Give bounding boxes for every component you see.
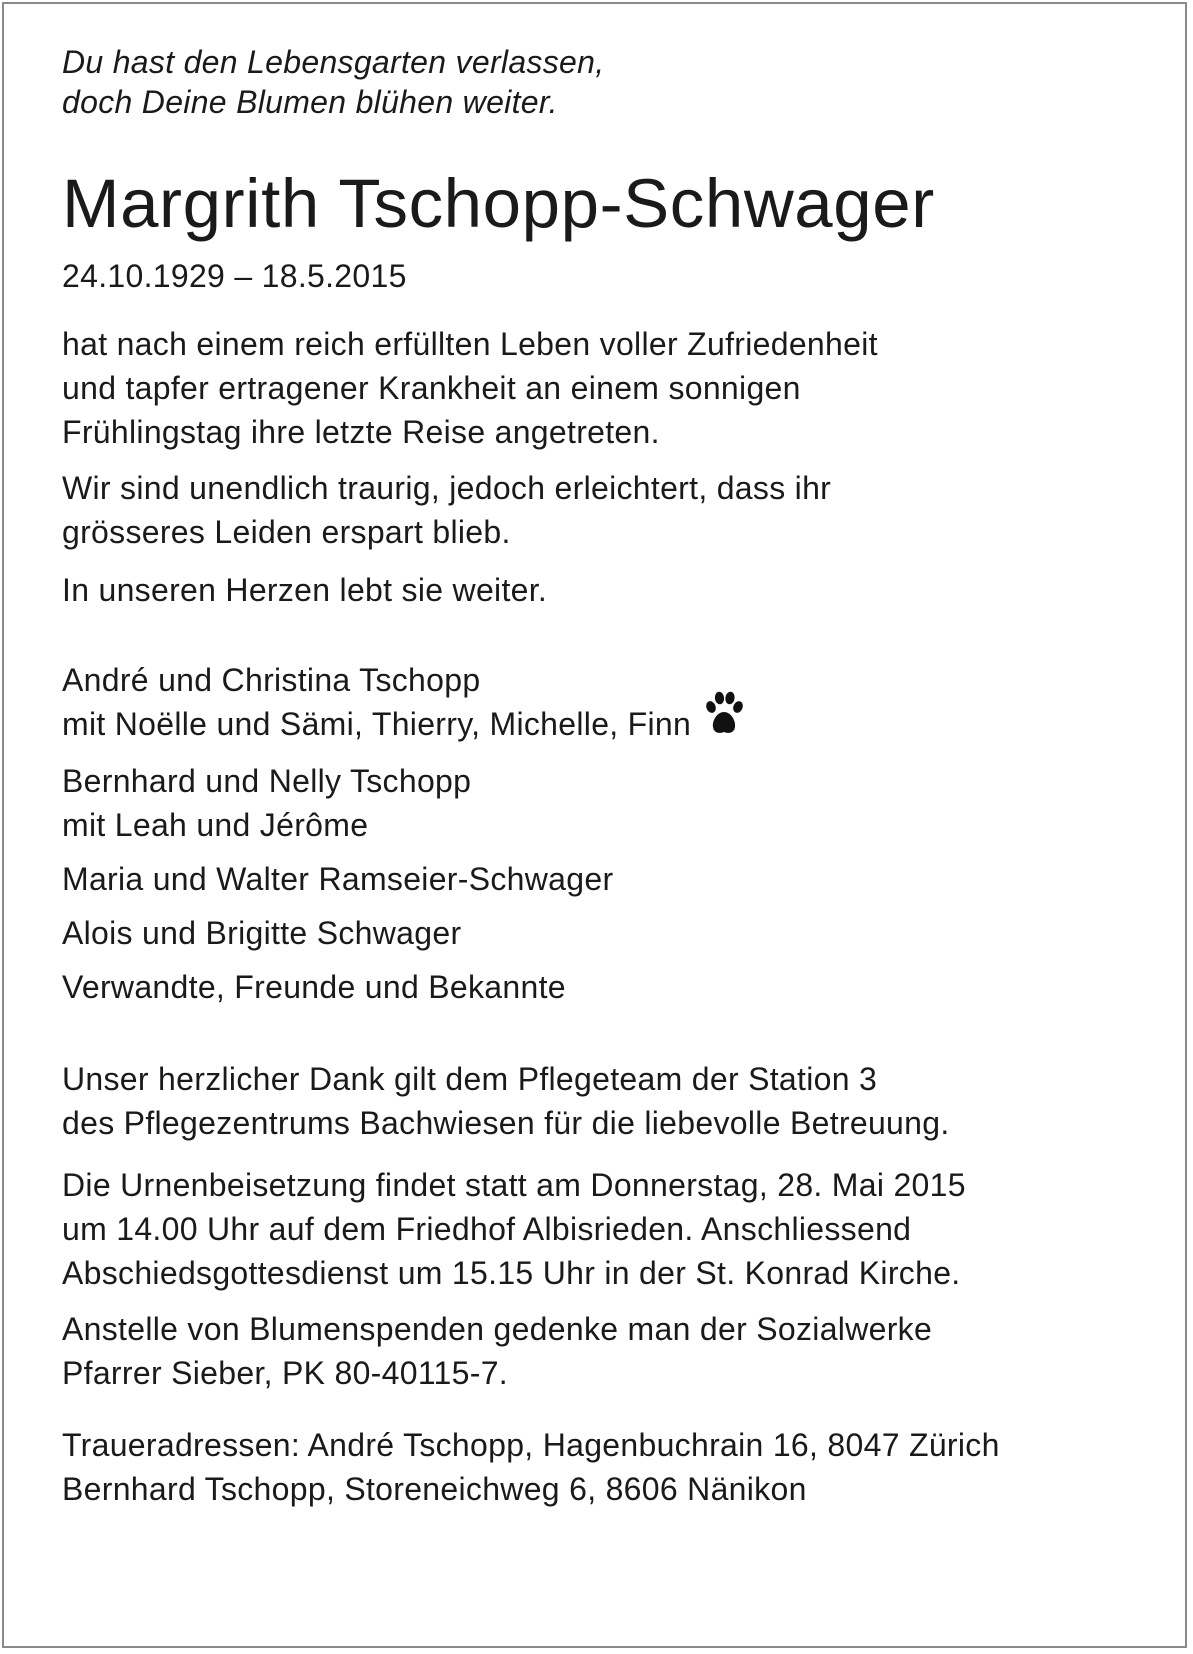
text-line: Pfarrer Sieber, PK 80-40115-7. <box>62 1355 508 1392</box>
text-line: Frühlingstag ihre letzte Reise angetreten. <box>62 414 660 450</box>
motto-line: doch Deine Blumen blühen weiter. <box>62 84 558 120</box>
text-line: hat nach einem reich erfüllten Leben voller Zufriedenheit <box>62 326 878 362</box>
text-line: Unser herzlicher Dank gilt dem Pflegeteam der Station 3 <box>62 1061 878 1098</box>
text-line: Bernhard Tschopp, Storeneichweg 6, 8606 Nänikon <box>62 1471 807 1508</box>
family-group-relatives: Verwandte, Freunde und Bekannte <box>62 969 566 1006</box>
text-line: Anstelle von Blumenspenden gedenke man der Sozialwerke <box>62 1311 933 1348</box>
paragraph-hearts: In unseren Herzen lebt sie weiter. <box>62 572 548 608</box>
text-line: grösseres Leiden erspart blieb. <box>62 514 511 550</box>
family-group-andre <box>62 658 1172 749</box>
family-line <box>62 702 1172 749</box>
obituary-content <box>62 42 1172 1511</box>
paragraph-grief <box>62 466 1172 554</box>
family-line: André und Christina Tschopp <box>62 662 481 698</box>
paragraph-life <box>62 322 1172 454</box>
text-line: des Pflegezentrums Bachwiesen für die liebevolle Betreuung. <box>62 1105 950 1142</box>
paragraph-thanks <box>62 1057 1172 1145</box>
text-line: Wir sind unendlich traurig, jedoch erleichtert, dass ihr <box>62 470 832 506</box>
family-group-bernhard <box>62 759 1172 847</box>
text-line: und tapfer ertragener Krankheit an einem sonnigen <box>62 370 801 406</box>
paw-print-icon <box>703 690 745 749</box>
text-line: Abschiedsgottesdienst um 15.15 Uhr in der St. Konrad Kirche. <box>62 1255 961 1292</box>
motto-line: Du hast den Lebensgarten verlassen, <box>62 44 605 80</box>
paragraph-addresses <box>62 1423 1172 1511</box>
paragraph-donations <box>62 1307 1172 1395</box>
motto <box>62 42 1172 122</box>
deceased-name: Margrith Tschopp-Schwager <box>62 165 935 242</box>
family-line: mit Leah und Jérôme <box>62 807 369 844</box>
paragraph-funeral <box>62 1163 1172 1295</box>
life-dates: 24.10.1929 – 18.5.2015 <box>62 258 407 294</box>
family-group-alois: Alois und Brigitte Schwager <box>62 915 462 952</box>
text-line: Traueradressen: André Tschopp, Hagenbuchrain 16, 8047 Zürich <box>62 1427 1000 1464</box>
family-group-maria: Maria und Walter Ramseier-Schwager <box>62 861 614 898</box>
family-children: mit Noëlle und Sämi, Thierry, Michelle, Finn <box>62 706 692 742</box>
text-line: Die Urnenbeisetzung findet statt am Donnerstag, 28. Mai 2015 <box>62 1167 966 1204</box>
text-line: um 14.00 Uhr auf dem Friedhof Albisrieden. Anschliessend <box>62 1211 912 1248</box>
family-line: Bernhard und Nelly Tschopp <box>62 763 472 800</box>
obituary-frame <box>2 2 1187 1648</box>
